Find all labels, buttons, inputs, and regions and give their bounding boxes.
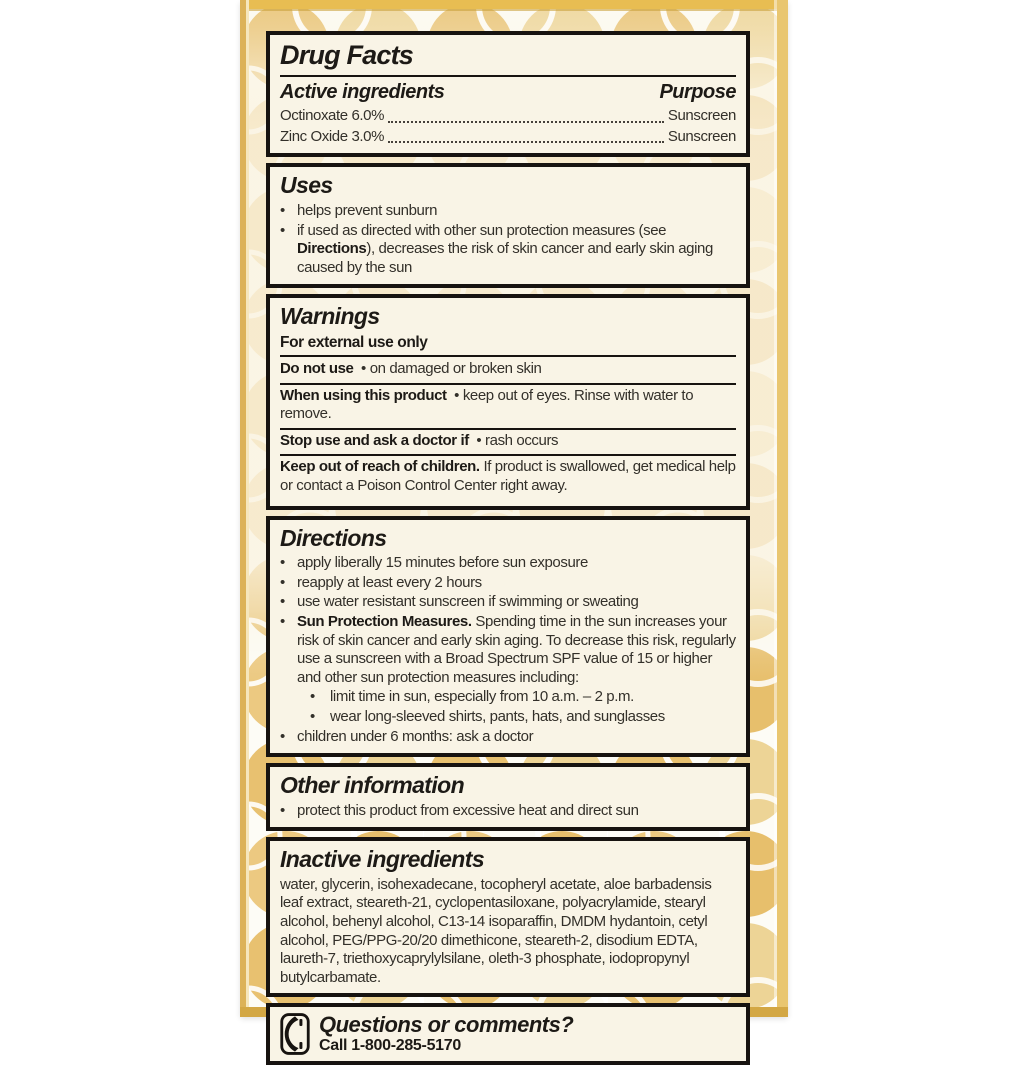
questions-heading: Questions or comments?	[319, 1011, 574, 1037]
sun-protection-measures-text	[297, 613, 736, 687]
directions-bullet	[280, 593, 736, 612]
uses-section	[266, 163, 750, 288]
questions-section	[266, 1003, 750, 1065]
warning-lead: Do not use	[280, 360, 354, 378]
other-information-section	[266, 763, 750, 831]
ingredient-purpose: Sunscreen	[667, 127, 736, 145]
warnings-section	[266, 294, 750, 509]
spm-lead: Sun Protection Measures.	[297, 612, 472, 630]
purpose-label: Purpose	[659, 81, 736, 104]
other-information-text: protect this product from excessive heat and direct sun	[297, 801, 639, 819]
directions-bullet-text: reapply at least every 2 hours	[297, 573, 482, 591]
dotted-leader	[388, 121, 664, 123]
uses-bullet-text-bold: Directions	[297, 240, 367, 258]
sunscreen-box-back	[240, 0, 788, 1054]
directions-bullet	[280, 728, 736, 747]
keep-out-lead: Keep out of reach of children.	[280, 458, 480, 476]
bullet-glyph: •	[310, 707, 315, 725]
directions-sub-bullet	[310, 708, 736, 727]
keep-out-text: If product is swallowed, get medical help or contact a Poison Control Center right away.	[280, 458, 736, 495]
directions-bullet-text: use water resistant sunscreen if swimming or sweating	[297, 593, 639, 611]
ingredient-name: Zinc Oxide 3.0%	[280, 127, 385, 145]
uses-bullet-text: helps prevent sunburn	[297, 201, 438, 219]
bullet-glyph: •	[280, 612, 285, 630]
keep-out-of-reach	[280, 456, 736, 499]
spm-body: Spending time in the sun increases your risk of skin cancer and early skin aging. To decrease this risk, regularly use a sunscreen with a Broad Spectrum SPF value of 15 or higher and other sun protection measures including:	[297, 612, 736, 686]
uses-bullet-text-post: ), decreases the risk of skin cancer and early skin aging caused by the sun	[297, 240, 713, 276]
directions-bullet-text: apply liberally 15 minutes before sun exposure	[297, 554, 588, 572]
other-information-bullet	[280, 802, 736, 821]
ingredient-name: Octinoxate 6.0%	[280, 107, 385, 125]
sub-bullet-text: wear long-sleeved shirts, pants, hats, and sunglasses	[330, 707, 665, 725]
bullet-glyph: •	[361, 360, 366, 378]
warnings-heading: Warnings	[280, 303, 380, 330]
uses-bullet-text	[297, 222, 736, 278]
warning-row	[280, 385, 736, 430]
directions-sub-bullet	[310, 688, 736, 707]
inactive-ingredients-section	[266, 837, 750, 997]
active-ingredients-header	[280, 77, 736, 106]
bullet-glyph: •	[280, 593, 285, 611]
directions-heading: Directions	[280, 524, 387, 551]
questions-phone-number: Call 1-800-285-5170	[319, 1036, 461, 1054]
bullet-glyph: •	[280, 727, 285, 745]
phone-icon	[280, 1012, 310, 1056]
bullet-glyph: •	[476, 431, 482, 449]
bullet-glyph: •	[454, 386, 460, 404]
warning-row	[280, 357, 736, 385]
drug-facts-panel	[266, 31, 750, 1071]
uses-bullet	[280, 222, 736, 278]
sub-bullet-text: limit time in sun, especially from 10 a.m. – 2 p.m.	[330, 688, 634, 706]
sun-protection-measures-bullet	[280, 613, 736, 687]
ingredient-row	[280, 106, 736, 127]
bullet-glyph: •	[280, 573, 285, 591]
ingredient-row	[280, 127, 736, 148]
bullet-glyph: •	[310, 688, 315, 706]
uses-heading: Uses	[280, 172, 333, 199]
bullet-glyph: •	[280, 221, 285, 239]
uses-bullet	[280, 202, 736, 221]
directions-bullet	[280, 554, 736, 573]
active-ingredients-label: Active ingredients	[280, 81, 445, 104]
external-use-line: For external use only	[280, 333, 736, 357]
bullet-glyph: •	[280, 201, 285, 219]
uses-bullet-text-pre: if used as directed with other sun protection measures (see	[297, 221, 667, 239]
inactive-ingredients-heading: Inactive ingredients	[280, 846, 485, 873]
warning-text: rash occurs	[485, 431, 559, 449]
drug-facts-header-section	[266, 31, 750, 157]
other-information-heading: Other information	[280, 772, 465, 799]
bullet-glyph: •	[280, 801, 285, 819]
warning-lead: When using this product	[280, 386, 447, 404]
inactive-ingredients-text: water, glycerin, isohexadecane, tocopheryl acetate, aloe barbadensis leaf extract, steareth-21, cyclopentasiloxane, polyacrylamide, stearyl alcohol, behenyl alcohol, C13-14 isoparaffin, DMDM hydantoin, cetyl alcohol, PEG/PPG-20/20 dimethicone, steareth-2, disodium EDTA, laureth-7, triethoxycaprylylsilane, oleth-3 phosphate, iodopropynyl butylcarbamate.	[280, 875, 712, 986]
warning-text: keep out of eyes. Rinse with water to remove.	[280, 386, 694, 423]
warning-text: on damaged or broken skin	[369, 360, 542, 378]
directions-bullet	[280, 574, 736, 593]
drug-facts-title: Drug Facts	[280, 38, 736, 77]
dotted-leader	[388, 141, 664, 143]
warning-lead: Stop use and ask a doctor if	[280, 431, 469, 449]
directions-section	[266, 516, 750, 757]
directions-bullet-text: children under 6 months: ask a doctor	[297, 727, 534, 745]
ingredient-purpose: Sunscreen	[667, 107, 736, 125]
questions-text-block	[319, 1013, 573, 1056]
warning-row	[280, 430, 736, 457]
bullet-glyph: •	[280, 554, 285, 572]
